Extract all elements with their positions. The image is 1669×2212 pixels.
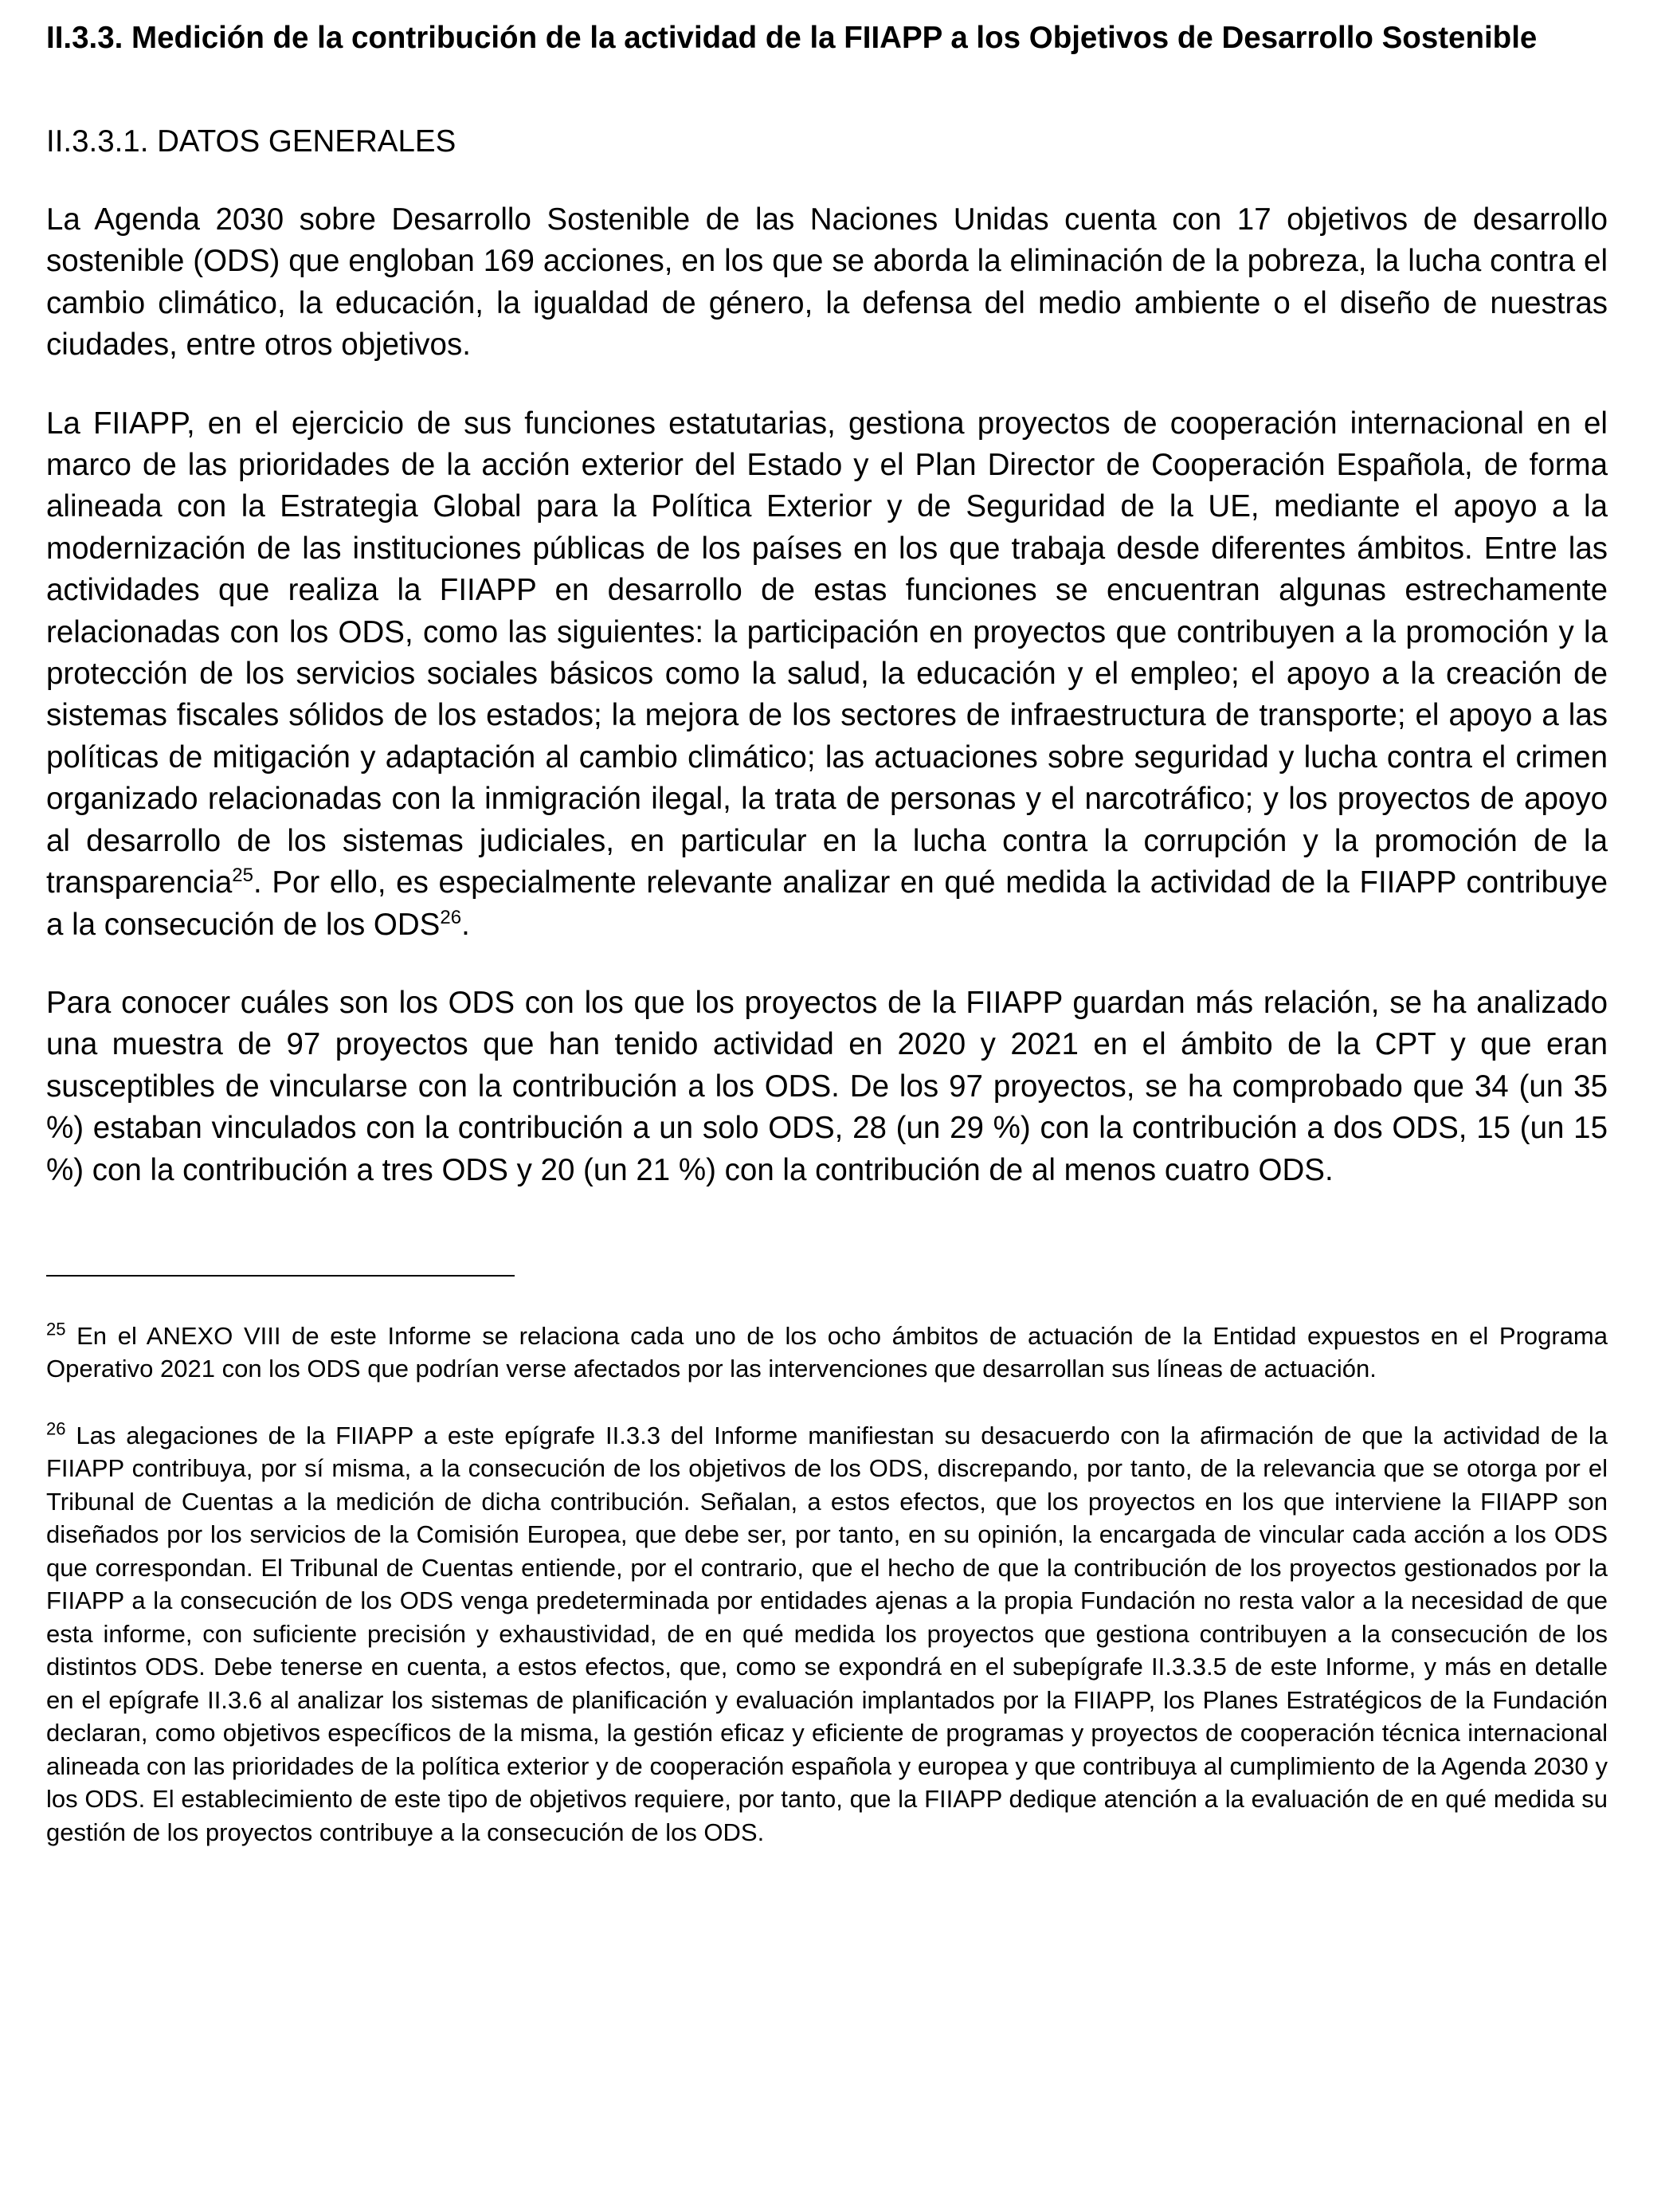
section-title: II.3.3. Medición de la contribución de la actividad de la FIIAPP a los Objetivos de Desarrollo Sostenible	[46, 21, 1538, 55]
subsection-title: II.3.3.1. DATOS GENERALES	[46, 124, 456, 159]
document-page	[46, 18, 1608, 1849]
paragraph-text: La FIIAPP, en el ejercicio de sus funciones estatutarias, gestiona proyectos de cooperación internacional en el marco de las prioridades de la acción exterior del Estado y el Plan Director de Cooperación Española, de forma alineada con la Estrategia Global para la Política Exterior y de Seguridad de la UE, mediante el apoyo a la modernización de las instituciones públicas de los países en los que trabaja desde diferentes ámbitos. Entre las actividades que realiza la FIIAPP en desarrollo de estas funciones se encuentran algunas estrechamente relacionadas con los ODS, como las siguientes: la participación en proyectos que contribuyen a la promoción y la protección de los servicios sociales básicos como la salud, la educación y el empleo; el apoyo a la creación de sistemas fiscales sólidos de los estados; la mejora de los sectores de infraestructura de transporte; el apoyo a las políticas de mitigación y adaptación al cambio climático; las actuaciones sobre seguridad y lucha contra el crimen organizado relacionadas con la inmigración ilegal, la trata de personas y el narcotráfico; y los proyectos de apoyo al desarrollo de los sistemas judiciales, en particular en la lucha contra la corrupción y la promoción de la transparencia	[46, 406, 1608, 900]
paragraph-agenda-2030: La Agenda 2030 sobre Desarrollo Sostenible de las Naciones Unidas cuenta con 17 objetivos de desarrollo sostenible (ODS) que engloban 169 acciones, en los que se aborda la eliminación de la pobreza, la lucha contra el cambio climático, la educación, la igualdad de género, la defensa del medio ambiente o el diseño de nuestras ciudades, entre otros objetivos.	[46, 202, 1608, 363]
footnote-26	[46, 1419, 1608, 1849]
footnote-ref-26[interactable]: 26	[440, 906, 462, 928]
paragraph-sample-analysis: Para conocer cuáles son los ODS con los que los proyectos de la FIIAPP guardan más relación, se ha analizado una muestra de 97 proyectos que han tenido actividad en 2020 y 2021 en el ámbito de la CPT y que eran susceptibles de vincularse con la contribución a los ODS. De los 97 proyectos, se ha comprobado que 34 (un 35 %) estaban vinculados con la contribución a un solo ODS, 28 (un 29 %) con la contribución a dos ODS, 15 (un 15 %) con la contribución a tres ODS y 20 (un 21 %) con la contribución de al menos cuatro ODS.	[46, 985, 1608, 1187]
paragraph-text: .	[461, 907, 470, 942]
footnote-text: En el ANEXO VIII de este Informe se relaciona cada uno de los ocho ámbitos de actuación de la Entidad expuestos en el Programa Operativo 2021 con los ODS que podrían verse afectados por las intervenciones que desarrollan sus líneas de actuación.	[46, 1321, 1608, 1383]
paragraph-text: . Por ello, es especialmente relevante analizar en qué medida la actividad de la FIIAPP contribuye a la consecución de los ODS	[46, 865, 1608, 942]
footnote-text: Las alegaciones de la FIIAPP a este epígrafe II.3.3 del Informe manifiestan su desacuerdo con la afirmación de que la actividad de la FIIAPP contribuya, por sí misma, a la consecución de los objetivos de los ODS, discrepando, por tanto, de la relevancia que se otorga por el Tribunal de Cuentas a la medición de dicha contribución. Señalan, a estos efectos, que los proyectos en los que interviene la FIIAPP son diseñados por los servicios de la Comisión Europea, que debe ser, por tanto, en su opinión, la encargada de vincular cada acción a los ODS que correspondan. El Tribunal de Cuentas entiende, por el contrario, que el hecho de que la contribución de los proyectos gestionados por la FIIAPP a la consecución de los ODS venga predeterminada por entidades ajenas a la propia Fundación no resta valor a la necesidad de que esta informe, con suficiente precisión y exhaustividad, de en qué medida los proyectos que gestiona contribuyen a la consecución de los distintos ODS. Debe tenerse en cuenta, a estos efectos, que, como se expondrá en el subepígrafe II.3.3.5 de este Informe, y más en detalle en el epígrafe II.3.6 al analizar los sistemas de planificación y evaluación implantados por la FIIAPP, los Planes Estratégicos de la Fundación declaran, como objetivos específicos de la misma, la gestión eficaz y eficiente de programas y proyectos de cooperación técnica internacional alineada con las prioridades de la política exterior y de cooperación española y europea y que contribuya al cumplimiento de la Agenda 2030 y los ODS. El establecimiento de este tipo de objetivos requiere, por tanto, que la FIIAPP dedique atención a la evaluación de en qué medida su gestión de los proyectos contribuye a la consecución de los ODS.	[46, 1421, 1608, 1846]
footnote-25	[46, 1320, 1608, 1386]
paragraph-fiiapp-functions	[46, 403, 1608, 946]
footnote-number: 26	[46, 1418, 66, 1439]
footnote-divider	[46, 1275, 515, 1277]
footnote-number: 25	[46, 1319, 66, 1339]
footnote-ref-25[interactable]: 25	[232, 865, 253, 887]
